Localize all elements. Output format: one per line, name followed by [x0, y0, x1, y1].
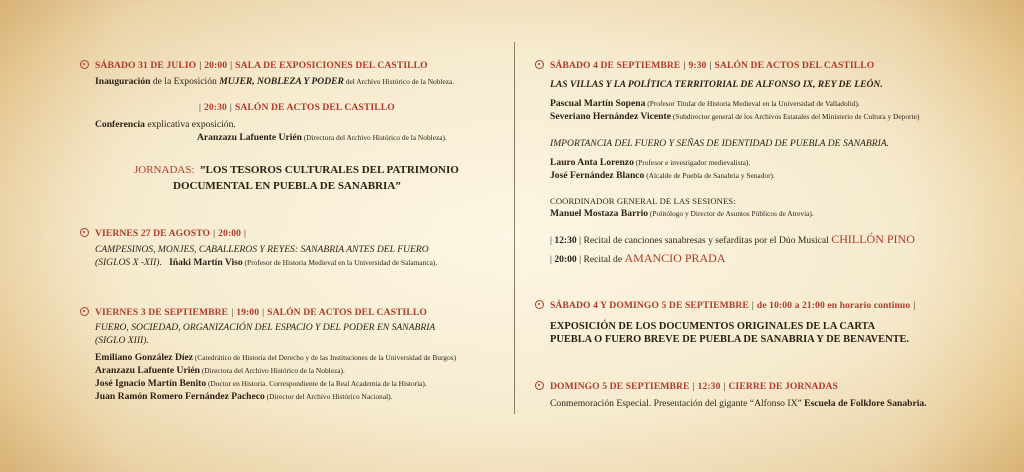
speaker-line: Aranzazu Lafuente Urién (Directora del Archivo Histórico de la Nobleza).	[95, 365, 345, 376]
speaker-line: Pascual Martín Sopena (Profesor Titular de Historia Medieval en la Universidad de Valladolid).	[550, 98, 860, 109]
coordinator-line: Manuel Mostaza Barrio (Politólogo y Director de Asuntos Públicos de Atrevia).	[550, 208, 814, 219]
event-header-5: SÁBADO 4 DE SEPTIEMBRE | 9:30 | SALÓN DE ACTOS DEL CASTILLO	[535, 60, 874, 71]
speaker-line: José Fernández Blanco (Alcalde de Puebla de Sanabria y Senador).	[550, 170, 775, 181]
event-header-6: SÁBADO 4 Y DOMINGO 5 DE SEPTIEMBRE | de 10:00 a 21:00 en horario continuo |	[535, 300, 918, 311]
rosette-icon	[80, 307, 89, 316]
event-2-line: Conferencia explicativa exposición.	[95, 119, 236, 130]
exhibition-line-1: EXPOSICIÓN DE LOS DOCUMENTOS ORIGINALES DE LA CARTA	[550, 321, 876, 332]
column-divider	[514, 42, 515, 414]
event-header-1: SÁBADO 31 DE JULIO | 20:00 | SALA DE EXPOSICIONES DEL CASTILLO	[80, 60, 428, 71]
rosette-icon	[80, 60, 89, 69]
speaker-line: Severiano Hernández Vicente (Subdirector general de los Archivos Estatales del Ministerio de Cultura y Deporte)	[550, 111, 920, 122]
closing-line: Conmemoración Especial. Presentación del gigante “Alfonso IX” Escuela de Folklore Sanabria.	[550, 398, 927, 409]
jornadas-title-line2: DOCUMENTAL EN PUEBLA DE SANABRIA”	[173, 180, 401, 192]
speaker-line: Emiliano González Díez (Catedrático de Historia del Derecho y de las Instituciones de la Universidad de Burgos)	[95, 352, 457, 363]
exhibition-line-2: PUEBLA O FUERO BREVE DE PUEBLA DE SANABRIA Y DE BENAVENTE.	[550, 334, 910, 345]
event-4-title: FUERO, SOCIEDAD, ORGANIZACIÓN DEL ESPACIO Y DEL PODER EN SANABRIA	[95, 322, 436, 333]
speaker-line: Juan Ramón Romero Fernández Pacheco (Director del Archivo Histórico Nacional).	[95, 391, 393, 402]
event-header-2: | 20:30 | SALÓN DE ACTOS DEL CASTILLO	[199, 102, 395, 113]
rosette-icon	[535, 300, 544, 309]
rosette-icon	[80, 228, 89, 237]
event-3-title-2: (SIGLOS X -XII). Iñaki Martín Viso (Profesor de Historia Medieval en la Universidad de Salamanca).	[95, 257, 438, 268]
event-5-title-2: IMPORTANCIA DEL FUERO Y SEÑAS DE IDENTIDAD DE PUEBLA DE SANABRIA.	[550, 138, 890, 149]
speaker-line: Lauro Anta Lorenzo (Profesor e investigador medievalista).	[550, 157, 751, 168]
jornadas-title: JORNADAS: ”LOS TESOROS CULTURALES DEL PATRIMONIO	[134, 164, 459, 176]
event-2-speaker: Aranzazu Lafuente Urién (Directora del Archivo Histórico de la Nobleza).	[197, 132, 447, 143]
event-3-title: CAMPESINOS, MONJES, CABALLEROS Y REYES: SANABRIA ANTES DEL FUERO	[95, 244, 429, 255]
event-1-line: Inauguración de la Exposición MUJER, NOBLEZA Y PODER del Archivo Histórico de la Nobleza.	[95, 76, 455, 87]
speaker-line: José Ignacio Martín Benito (Doctor en Historia. Correspondiente de la Real Academia de la Historia).	[95, 378, 427, 389]
rosette-icon	[535, 60, 544, 69]
event-header-4: VIERNES 3 DE SEPTIEMBRE | 19:00 | SALÓN DE ACTOS DEL CASTILLO	[80, 307, 427, 318]
recital-2: | 20:00 | Recital de AMANCIO PRADA	[550, 251, 726, 265]
coordinator-label: COORDINADOR GENERAL DE LAS SESIONES:	[550, 196, 736, 206]
event-5-title: LAS VILLAS Y LA POLÍTICA TERRITORIAL DE ALFONSO IX, REY DE LEÓN.	[550, 79, 883, 90]
recital-1: | 12:30 | Recital de canciones sanabresas y sefarditas por el Dúo Musical CHILLÓN PINO	[550, 232, 915, 246]
rosette-icon	[535, 381, 544, 390]
event-header-3: VIERNES 27 DE AGOSTO | 20:00 |	[80, 228, 249, 239]
event-header-7: DOMINGO 5 DE SEPTIEMBRE | 12:30 | CIERRE DE JORNADAS	[535, 381, 838, 392]
event-4-title-2: (SIGLO XIII).	[95, 335, 149, 346]
